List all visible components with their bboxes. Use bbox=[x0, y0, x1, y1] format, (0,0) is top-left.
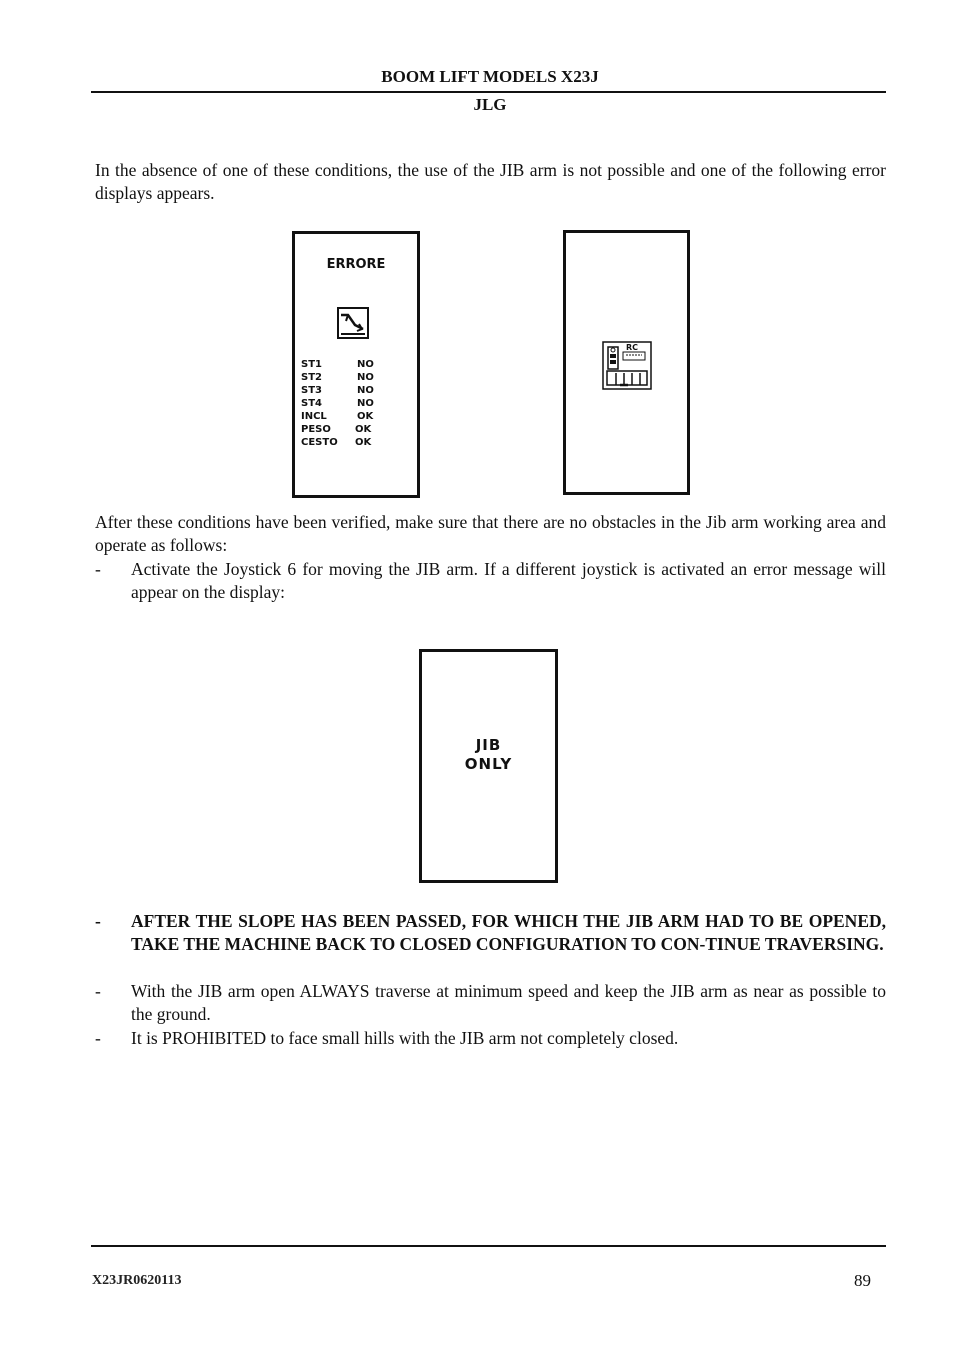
document-code: X23JR0620113 bbox=[92, 1273, 182, 1288]
status-row: ST4 NO bbox=[301, 398, 374, 409]
bullet-text: Activate the Joystick 6 for moving the JIB arm. If a different joystick is activated an error message will appear on the display: bbox=[131, 559, 886, 602]
bullet-prohibited bbox=[95, 1027, 886, 1050]
header-title: BOOM LIFT MODELS X23J bbox=[381, 67, 599, 86]
bullet-text: It is PROHIBITED to face small hills with the JIB arm not completely closed. bbox=[131, 1028, 679, 1048]
rc-display-panel bbox=[563, 230, 690, 495]
verify-paragraph: After these conditions have been verified, make sure that there are no obstacles in the Jib arm working area and operate as follows: bbox=[95, 512, 886, 555]
jib-only-line1: JIB bbox=[475, 736, 502, 754]
status-row: ST1 NO bbox=[301, 359, 374, 370]
status-row: ST3 NO bbox=[301, 385, 374, 396]
status-table bbox=[301, 358, 401, 449]
bullet-dash: - bbox=[95, 1028, 101, 1048]
page-number: 89 bbox=[854, 1271, 871, 1290]
status-row: ST2 NO bbox=[301, 372, 374, 383]
jib-arm-icon bbox=[337, 307, 369, 339]
error-title: ERRORE bbox=[326, 257, 386, 272]
status-row: CESTO OK bbox=[301, 437, 372, 448]
bullet-dash: - bbox=[95, 911, 101, 931]
status-row: INCL OK bbox=[301, 411, 374, 422]
bullet-traverse bbox=[95, 980, 886, 1026]
svg-text:RC: RC bbox=[626, 343, 639, 352]
intro-paragraph: In the absence of one of these conditions, the use of the JIB arm is not possible and one of the following error displays appears. bbox=[95, 160, 886, 203]
bullet-joystick bbox=[95, 558, 886, 604]
bullet-dash: - bbox=[95, 981, 101, 1001]
bullet-text: AFTER THE SLOPE HAS BEEN PASSED, FOR WHICH THE JIB ARM HAD TO BE OPENED, TAKE THE MACHINE BACK TO CLOSED CONFIGURATION TO CON-TINUE TRAVERSING. bbox=[131, 911, 886, 954]
bullet-dash: - bbox=[95, 559, 101, 579]
status-row: PESO OK bbox=[301, 424, 372, 435]
jib-only-text bbox=[422, 736, 555, 774]
jib-only-line2: ONLY bbox=[464, 755, 513, 773]
error-display-panel bbox=[292, 231, 420, 498]
bullet-text: With the JIB arm open ALWAYS traverse at minimum speed and keep the JIB arm as near as possible to the ground. bbox=[131, 981, 886, 1024]
jib-only-display-panel bbox=[419, 649, 558, 883]
bullet-slope-warning bbox=[95, 910, 886, 956]
header-subtitle: JLG bbox=[473, 95, 507, 114]
radio-control-icon bbox=[602, 341, 652, 391]
footer-divider bbox=[91, 1245, 886, 1247]
header-divider bbox=[91, 91, 886, 93]
